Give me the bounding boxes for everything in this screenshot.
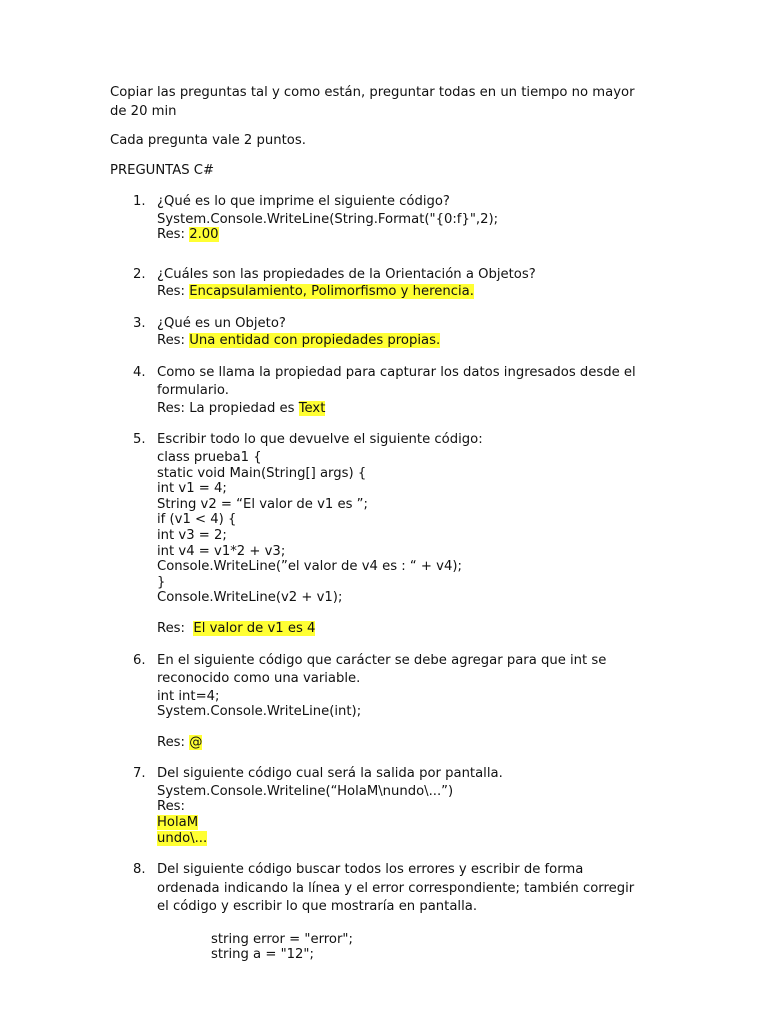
question-4 [0,364,768,417]
answer-prefix: Res: La propiedad es [157,400,299,416]
spacer [157,606,768,621]
answer-prefix: Res: [157,333,190,349]
answer-line [157,621,768,637]
question-text: Como se llama la propiedad para capturar los datos ingresados desde el formulario. [157,364,636,399]
code-line: Console.WriteLine(v2 + v1); [157,590,343,606]
answer-line [157,735,768,751]
code-line: String v2 = “El valor de v1 es ”; [157,496,368,512]
code-line: class prueba1 { [157,449,262,465]
question-7 [0,765,768,846]
question-2 [0,266,768,300]
instructions-text: Copiar las preguntas tal y como están, preguntar todas en un tiempo no mayor de 20 min [110,85,635,119]
answer-prefix: Res: [157,227,190,243]
question-text: Del siguiente código buscar todos los errores y escribir de forma ordenada indicando la línea y el error correspondiente; también corregir el código y escribir lo que mostraría en pantalla. [157,862,635,915]
answer-highlight: 2.00 [189,227,219,243]
section-heading: PREGUNTAS C# [110,162,215,178]
question-5 [0,431,768,636]
question-1 [0,193,768,243]
code-line: int int=4; [157,688,220,704]
questions-list [0,193,768,963]
answer-line [157,401,768,417]
answer-line [157,284,768,300]
question-text: ¿Qué es un Objeto? [157,315,286,331]
answer-line [157,227,768,243]
question-3 [0,315,768,349]
question-number: 5. [133,432,146,448]
instructions [110,84,650,180]
code-line: } [157,574,166,590]
answer-line [157,815,768,831]
question-number: 4. [133,364,146,380]
question-text: Del siguiente código cual será la salida por pantalla. [157,766,503,782]
answer-highlight: Text [298,400,326,416]
code-line: System.Console.WriteLine(String.Format("{0:f}",2); [157,211,499,227]
spacer [157,720,768,735]
question-text: ¿Cuáles son las propiedades de la Orientación a Objetos? [157,266,536,282]
code-line: Console.WriteLine(”el valor de v4 es : “ + v4); [157,559,462,575]
question-number: 3. [133,315,146,331]
answer-highlight: Encapsulamiento, Polimorfismo y herencia. [189,284,474,300]
spacer [157,917,768,932]
question-text: ¿Qué es lo que imprime el siguiente código? [157,194,450,209]
answer-prefix: Res: [157,284,190,300]
code-line: string a = "12"; [211,947,314,963]
code-line: int v4 = v1*2 + v3; [157,543,286,559]
answer-label: Res: [157,799,185,815]
answer-prefix: Res: [157,620,194,636]
question-8 [0,861,768,963]
answer-highlight: Una entidad con propiedades propias. [189,333,441,349]
answer-line [157,333,768,349]
question-text: Escribir todo lo que devuelve el siguiente código: [157,432,483,448]
question-text: En el siguiente código que carácter se debe agregar para que int se reconocido como una variable. [157,652,607,686]
code-line: string error = "error"; [211,931,353,947]
answer-line [157,831,768,847]
code-line: System.Console.WriteLine(int); [157,704,362,720]
answer-highlight: El valor de v1 es 4 [193,620,316,636]
answer-prefix: Res: [157,734,190,750]
answer-highlight: undo\... [157,830,208,846]
code-line: if (v1 < 4) { [157,512,237,528]
question-number: 1. [133,194,146,209]
code-line: static void Main(String[] args) { [157,465,367,481]
points-note: Cada pregunta vale 2 puntos. [110,133,306,148]
question-number: 2. [133,266,146,282]
answer-highlight: @ [189,734,203,750]
question-6 [0,652,768,751]
question-number: 6. [133,652,146,668]
code-line: int v3 = 2; [157,527,227,543]
answer-highlight: HolaM [157,814,199,830]
code-line: int v1 = 4; [157,481,227,497]
question-number: 8. [133,862,146,878]
question-number: 7. [133,766,146,782]
code-line: System.Console.Writeline(“HolaM\nundo\...”) [157,783,454,799]
